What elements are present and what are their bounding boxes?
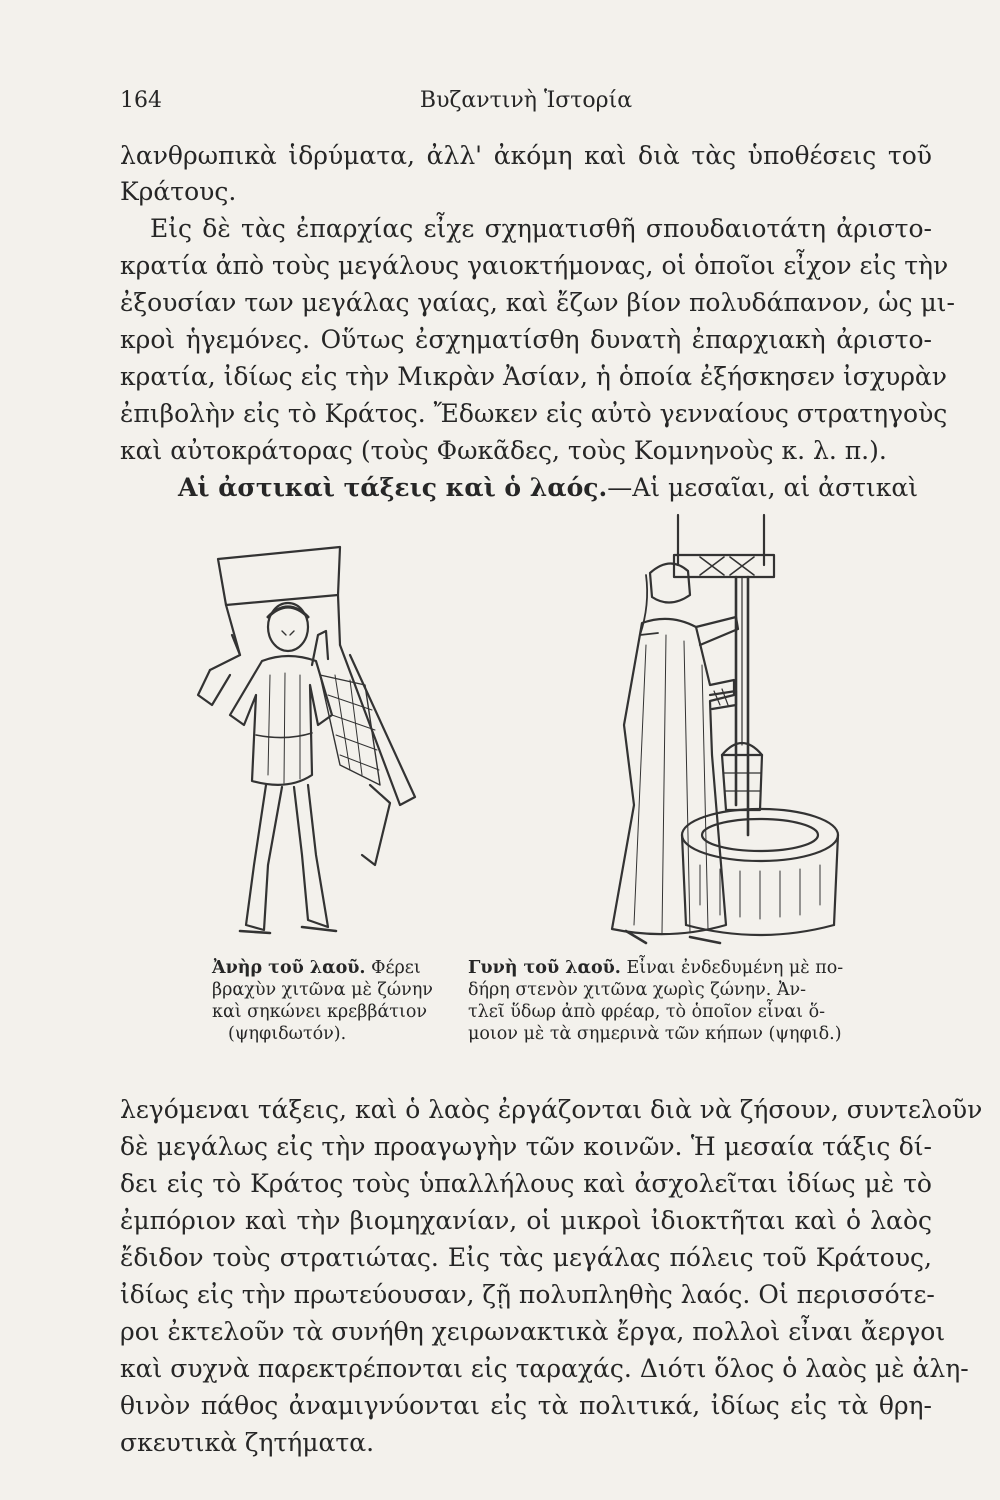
section-lead: —Αἱ μεσαῖαι, αἱ ἀστικαὶ: [607, 473, 919, 502]
text-line: ἔδιδον τοὺς στρατιώτας. Εἰς τὰς μεγάλας πόλεις τοῦ Κράτους,: [120, 1243, 932, 1272]
text-line: κροὶ ἡγεμόνες. Οὕτως ἐσχηματίσθη δυνατὴ ἐπαρχιακὴ ἀριστο-: [120, 325, 932, 354]
section-heading-line: [178, 473, 932, 503]
text-line: λεγόμεναι τάξεις, καὶ ὁ λαὸς ἐργάζονται διὰ νὰ ζήσουν, συντελοῦν: [120, 1095, 983, 1124]
caption-text: δήρη στενὸν χιτῶνα χωρὶς ζώνην. Ἀν-: [468, 980, 807, 1000]
text-line: δὲ μεγάλως εἰς τὴν προαγωγὴν τῶν κοινῶν. Ἡ μεσαία τάξις δί-: [120, 1132, 932, 1161]
caption-text: καὶ σηκώνει κρεββάτιον: [212, 1002, 428, 1022]
caption-text: τλεῖ ὕδωρ ἀπὸ φρέαρ, τὸ ὁποῖον εἶναι ὅ-: [468, 1002, 826, 1022]
section-heading: Αἱ ἀστικαὶ τάξεις καὶ ὁ λαός.: [178, 473, 608, 502]
caption-text: μοιον μὲ τὰ σημερινὰ τῶν κήπων (ψηφιδ.): [468, 1024, 842, 1044]
text-line: θινὸν πάθος ἀναμιγνύονται εἰς τὰ πολιτικά, ἰδίως εἰς τὰ θρη-: [120, 1391, 932, 1420]
caption-text: βραχὺν χιτῶνα μὲ ζώνην: [212, 980, 433, 1000]
man-carrying-frame-illustration: [190, 535, 450, 950]
woman-drawing-water-illustration: [550, 505, 860, 950]
text-line: καὶ αὐτοκράτορας (τοὺς Φωκᾶδες, τοὺς Κομνηνοὺς κ. λ. π.).: [120, 436, 887, 465]
text-line: καὶ συχνὰ παρεκτρέπονται εἰς ταραχάς. Διότι ὅλος ὁ λαὸς μὲ ἀλη-: [120, 1354, 969, 1383]
caption-text: Φέρει: [371, 958, 421, 978]
text-line: Κράτους.: [120, 177, 237, 206]
caption-title-right: Γυνὴ τοῦ λαοῦ.: [468, 958, 621, 978]
text-line: ἐπιβολὴν εἰς τὸ Κράτος. Ἔδωκεν εἰς αὐτὸ γενναίους στρατηγοὺς: [120, 399, 948, 428]
text-line: σκευτικὰ ζητήματα.: [120, 1428, 375, 1457]
figure-caption-left: [212, 957, 433, 1045]
caption-text: Εἶναι ἐνδεδυμένη μὲ πο-: [626, 958, 844, 978]
text-line: ροι ἐκτελοῦν τὰ συνήθη χειρωνακτικὰ ἔργα, πολλοὶ εἶναι ἄεργοι: [120, 1317, 946, 1346]
running-title: Βυζαντινὴ Ἱστορία: [419, 88, 633, 113]
figure-caption-right: [468, 957, 843, 1045]
caption-title-left: Ἀνὴρ τοῦ λαοῦ.: [212, 958, 366, 978]
text-line: δει εἰς τὸ Κράτος τοὺς ὑπαλλήλους καὶ ἀσχολεῖται ἰδίως μὲ τὸ: [120, 1169, 932, 1198]
page-number: 164: [120, 88, 162, 113]
text-line: ἐμπόριον καὶ τὴν βιομηχανίαν, οἱ μικροὶ ἰδιοκτῆται καὶ ὁ λαὸς: [120, 1206, 932, 1235]
text-line: ἐξουσίαν των μεγάλας γαίας, καὶ ἔζων βίον πολυδάπανον, ὡς μι-: [120, 288, 955, 317]
text-line: Εἰς δὲ τὰς ἐπαρχίας εἶχε σχηματισθῆ σπουδαιοτάτη ἀριστο-: [150, 214, 932, 243]
text-line: ἰδίως εἰς τὴν πρωτεύουσαν, ζῇ πολυπληθὴς λαός. Οἱ περισσότε-: [120, 1280, 935, 1309]
text-line: κρατία ἀπὸ τοὺς μεγάλους γαιοκτήμονας, οἱ ὁποῖοι εἶχον εἰς τὴν: [120, 251, 949, 280]
page-header: [120, 88, 932, 122]
text-line: κρατία, ἰδίως εἰς τὴν Μικρὰν Ἀσίαν, ἡ ὁποία ἐξήσκησεν ἰσχυρὰν: [120, 362, 947, 391]
caption-text: (ψηφιδωτόν).: [228, 1024, 347, 1044]
text-line: λανθρωπικὰ ἱδρύματα, ἀλλ' ἀκόμη καὶ διὰ τὰς ὑποθέσεις τοῦ: [120, 141, 932, 170]
